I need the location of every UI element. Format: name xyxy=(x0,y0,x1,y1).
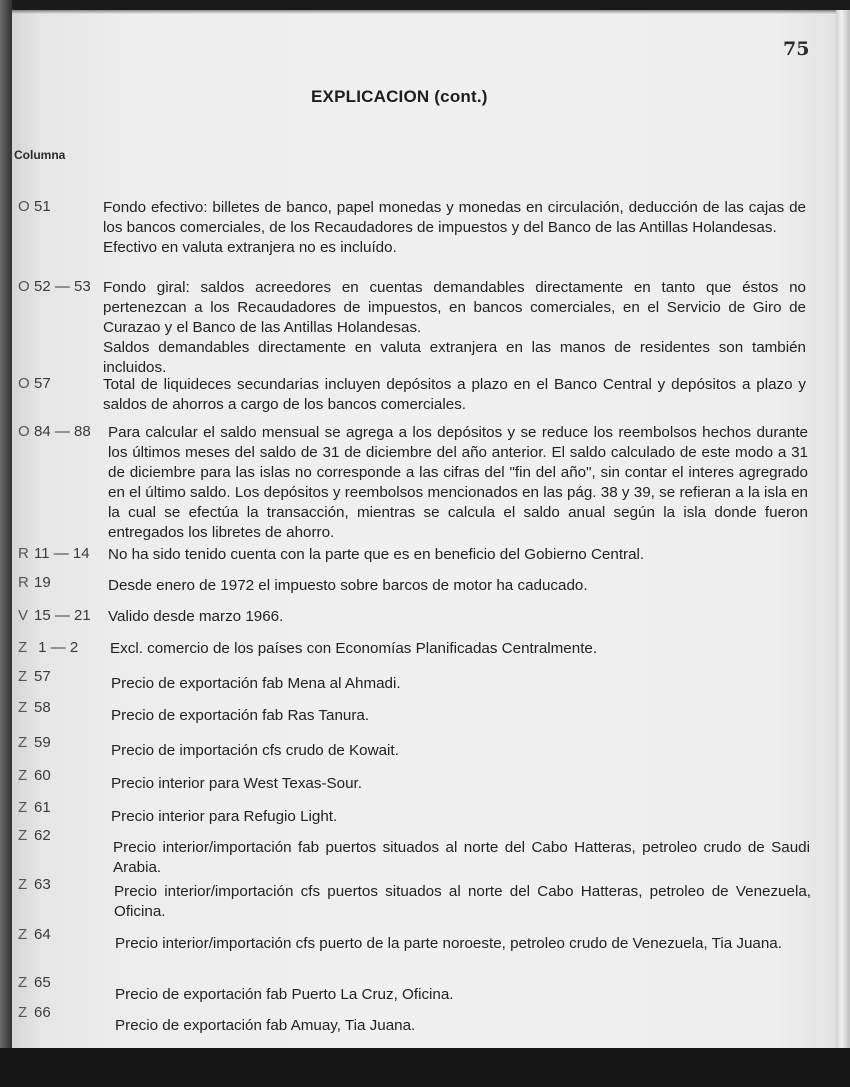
column-code: 63 xyxy=(34,876,51,893)
entry-description xyxy=(111,674,811,694)
entry-description xyxy=(108,576,808,596)
column-code: 66 xyxy=(34,1004,51,1021)
page-bottom-shadow xyxy=(0,1048,850,1087)
entry-description xyxy=(113,838,810,878)
column-code: 57 xyxy=(34,668,51,685)
paragraph: No ha sido tenido cuenta con la parte que es en beneficio del Gobierno Central. xyxy=(108,546,645,563)
entry-description xyxy=(115,934,812,954)
section-letter: Z xyxy=(18,876,28,893)
entry-description xyxy=(111,741,811,761)
entry-description xyxy=(103,198,806,258)
column-code: 11 — 14 xyxy=(34,545,90,562)
section-letter: Z xyxy=(18,668,28,685)
paragraph: Precio interior para West Texas-Sour. xyxy=(111,775,362,792)
column-code: 15 — 21 xyxy=(34,607,91,624)
column-code: 57 xyxy=(34,375,51,392)
section-letter: Z xyxy=(18,767,28,784)
section-letter: R xyxy=(18,574,29,591)
entry-description xyxy=(108,545,808,565)
paragraph: Desde enero de 1972 el impuesto sobre barcos de motor ha caducado. xyxy=(108,577,588,594)
entry-description xyxy=(103,375,806,415)
paragraph: Precio de importación cfs crudo de Kowait. xyxy=(111,742,399,759)
paragraph: Excl. comercio de los países con Economías Planificadas Centralmente. xyxy=(110,640,598,657)
column-header: Columna xyxy=(14,148,66,162)
entry-description xyxy=(103,278,806,378)
column-code: 52 — 53 xyxy=(34,278,91,295)
section-letter: Z xyxy=(18,734,28,751)
section-letter: O xyxy=(18,278,30,295)
section-letter: Z xyxy=(18,1004,28,1021)
column-code: 65 xyxy=(34,974,51,991)
paragraph: Total de liquideces secundarias incluyen depósitos a plazo en el Banco Central y depósitos a plazo y saldos de ahorros a cargo de los bancos comerciales. xyxy=(103,376,806,413)
paragraph: Precio de exportación fab Puerto La Cruz, Oficina. xyxy=(115,986,454,1003)
column-code: 58 xyxy=(34,699,51,716)
column-code: 84 — 88 xyxy=(34,423,91,440)
section-letter: V xyxy=(18,607,29,624)
page-number: 75 xyxy=(783,38,810,60)
paragraph: Fondo efectivo: billetes de banco, papel monedas y monedas en circulación, deducción de las cajas de los bancos comerciales, de los Recaudadores de impuestos y del Banco de las Antillas Holandesas. xyxy=(103,199,806,236)
entry-description xyxy=(115,985,812,1005)
paragraph: Precio interior/importación cfs puerto de la parte noroeste, petroleo crudo de Venezuela, Tia Juana. xyxy=(115,935,782,952)
paragraph: Precio de exportación fab Amuay, Tia Juana. xyxy=(115,1017,416,1034)
entry-description xyxy=(111,774,811,794)
column-code: 62 xyxy=(34,827,51,844)
paragraph: Precio interior/importación fab puertos situados al norte del Cabo Hatteras, petroleo crudo de Saudi Arabia. xyxy=(113,839,810,876)
column-code: 1 — 2 xyxy=(34,639,79,656)
section-letter: Z xyxy=(18,799,28,816)
column-code: 59 xyxy=(34,734,51,751)
column-code: 61 xyxy=(34,799,51,816)
page-title: EXPLICACION (cont.) xyxy=(311,87,488,106)
section-letter: Z xyxy=(18,699,28,716)
section-letter: O xyxy=(18,423,30,440)
entry-description xyxy=(108,423,808,543)
entry-description xyxy=(115,1016,812,1036)
column-code: 64 xyxy=(34,926,51,943)
section-letter: Z xyxy=(18,639,28,656)
paragraph: Precio interior para Refugio Light. xyxy=(111,808,338,825)
paragraph: Precio de exportación fab Ras Tanura. xyxy=(111,707,370,724)
section-letter: Z xyxy=(18,926,28,943)
section-letter: O xyxy=(18,375,30,392)
paragraph: Saldos demandables directamente en valuta extranjera en las manos de residentes son también incluidos. xyxy=(103,339,806,376)
paragraph: Efectivo en valuta extranjera no es incluído. xyxy=(103,239,397,256)
paragraph: Precio interior/importación cfs puertos situados al norte del Cabo Hatteras, petroleo de Venezuela, Oficina. xyxy=(114,883,811,920)
page-top-shadow xyxy=(12,0,840,14)
entry-description xyxy=(111,706,811,726)
paragraph: Fondo giral: saldos acreedores en cuentas demandables directamente en tanto que éstos no pertenezcan a los Recaudadores de impuestos, en bancos comerciales, en el Servicio de Giro de Curazao y el Banco de las Antillas Holandesas. xyxy=(103,279,806,336)
section-letter: Z xyxy=(18,827,28,844)
page-right-edge xyxy=(836,10,850,1060)
section-letter: Z xyxy=(18,974,28,991)
paragraph: Para calcular el saldo mensual se agrega a los depósitos y se reduce los reembolsos hechos durante los últimos meses del saldo de 31 de diciembre del año anterior. El saldo calculado de este modo a 31 de diciembre para las islas no corresponde a las cifras del "fin del año", sin contar el interes agregrado en el último saldo. Los depósitos y reembolsos mencionados en las pág. 38 y 39, se refieran a la isla en la cual se efectúa la transacción, mientras se calcula el saldo anual según la isla donde fueron entregados los libretes de ahorro. xyxy=(108,424,808,541)
entry-description xyxy=(114,882,811,922)
column-code: 51 xyxy=(34,198,51,215)
entry-description xyxy=(111,807,811,827)
paragraph: Precio de exportación fab Mena al Ahmadi. xyxy=(111,675,401,692)
column-code: 60 xyxy=(34,767,51,784)
paragraph: Valido desde marzo 1966. xyxy=(108,608,284,625)
section-letter: O xyxy=(18,198,30,215)
column-code: 19 xyxy=(34,574,51,591)
entry-description xyxy=(110,639,810,659)
entry-description xyxy=(108,607,808,627)
section-letter: R xyxy=(18,545,29,562)
